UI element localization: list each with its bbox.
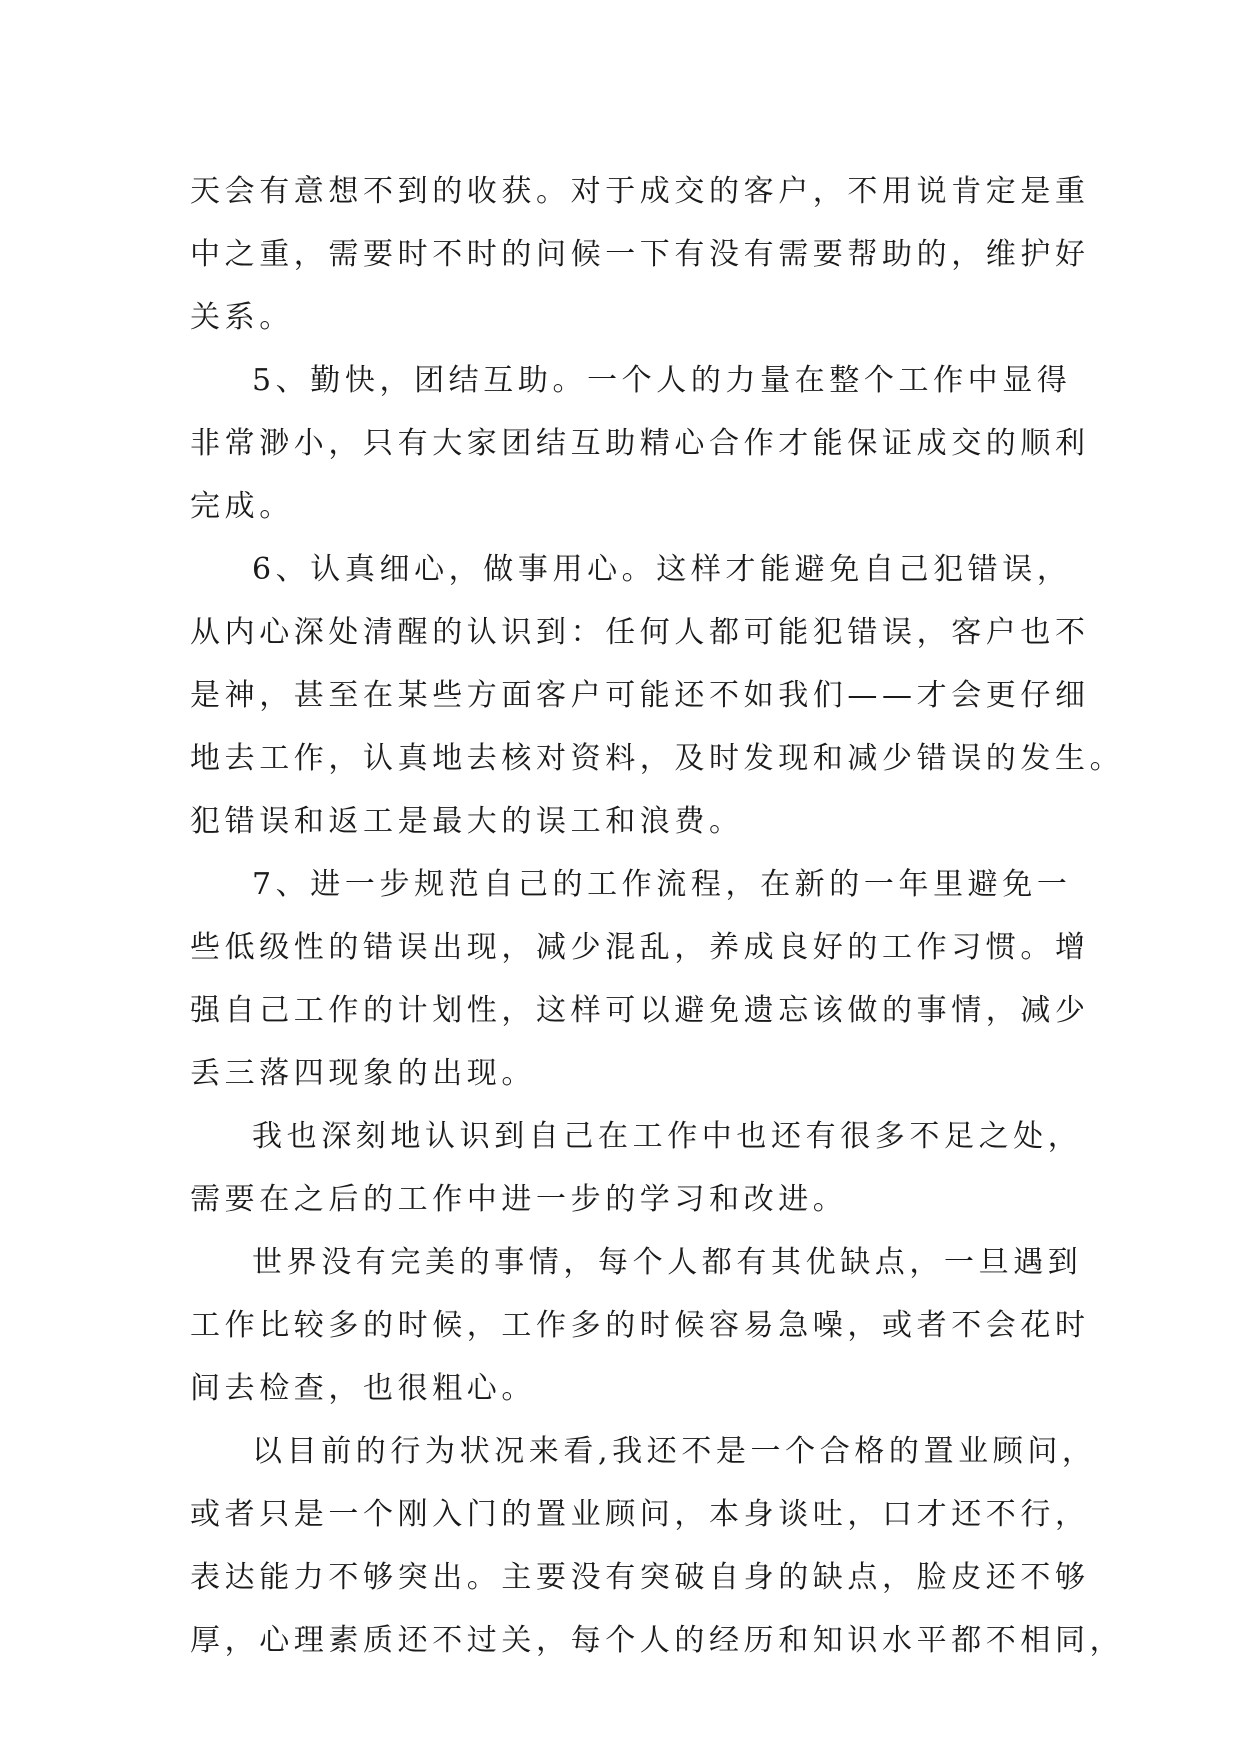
text-line: 地去工作，认真地去核对资料，及时发现和减少错误的发生。 xyxy=(190,741,1125,776)
text-line: 厚，心理素质还不过关，每个人的经历和知识水平都不相同， xyxy=(190,1623,1125,1658)
text-line: 以目前的行为状况来看,我还不是一个合格的置业顾问， xyxy=(252,1434,1097,1469)
text-line: 6、认真细心，做事用心。这样才能避免自己犯错误， xyxy=(252,552,1072,587)
text-line: 需要在之后的工作中进一步的学习和改进。 xyxy=(190,1182,848,1217)
text-line: 工作比较多的时候，工作多的时候容易急噪，或者不会花时 xyxy=(190,1308,1090,1343)
text-line: 或者只是一个刚入门的置业顾问，本身谈吐，口才还不行， xyxy=(190,1497,1090,1532)
text-line: 从内心深处清醒的认识到：任何人都可能犯错误，客户也不 xyxy=(190,615,1090,650)
text-line: 非常渺小，只有大家团结互助精心合作才能保证成交的顺利 xyxy=(190,426,1090,461)
text-line: 强自己工作的计划性，这样可以避免遗忘该做的事情，减少 xyxy=(190,993,1090,1028)
text-line: 天会有意想不到的收获。对于成交的客户，不用说肯定是重 xyxy=(190,174,1090,209)
text-line: 丢三落四现象的出现。 xyxy=(190,1056,536,1091)
text-line: 表达能力不够突出。主要没有突破自身的缺点，脸皮还不够 xyxy=(190,1560,1090,1595)
text-line: 关系。 xyxy=(190,300,294,335)
text-line: 间去检查，也很粗心。 xyxy=(190,1371,536,1406)
text-line: 我也深刻地认识到自己在工作中也还有很多不足之处， xyxy=(252,1119,1083,1154)
text-line: 些低级性的错误出现，减少混乱，养成良好的工作习惯。增 xyxy=(190,930,1090,965)
text-line: 世界没有完美的事情，每个人都有其优缺点，一旦遇到 xyxy=(252,1245,1083,1280)
body-text xyxy=(190,160,1125,1672)
text-line: 是神，甚至在某些方面客户可能还不如我们——才会更仔细 xyxy=(190,678,1090,713)
text-line: 5、勤快，团结互助。一个人的力量在整个工作中显得 xyxy=(252,363,1072,398)
text-line: 中之重，需要时不时的问候一下有没有需要帮助的，维护好 xyxy=(190,237,1090,272)
text-line: 犯错误和返工是最大的误工和浪费。 xyxy=(190,804,744,839)
text-line: 7、进一步规范自己的工作流程，在新的一年里避免一 xyxy=(252,867,1072,902)
text-line: 完成。 xyxy=(190,489,294,524)
